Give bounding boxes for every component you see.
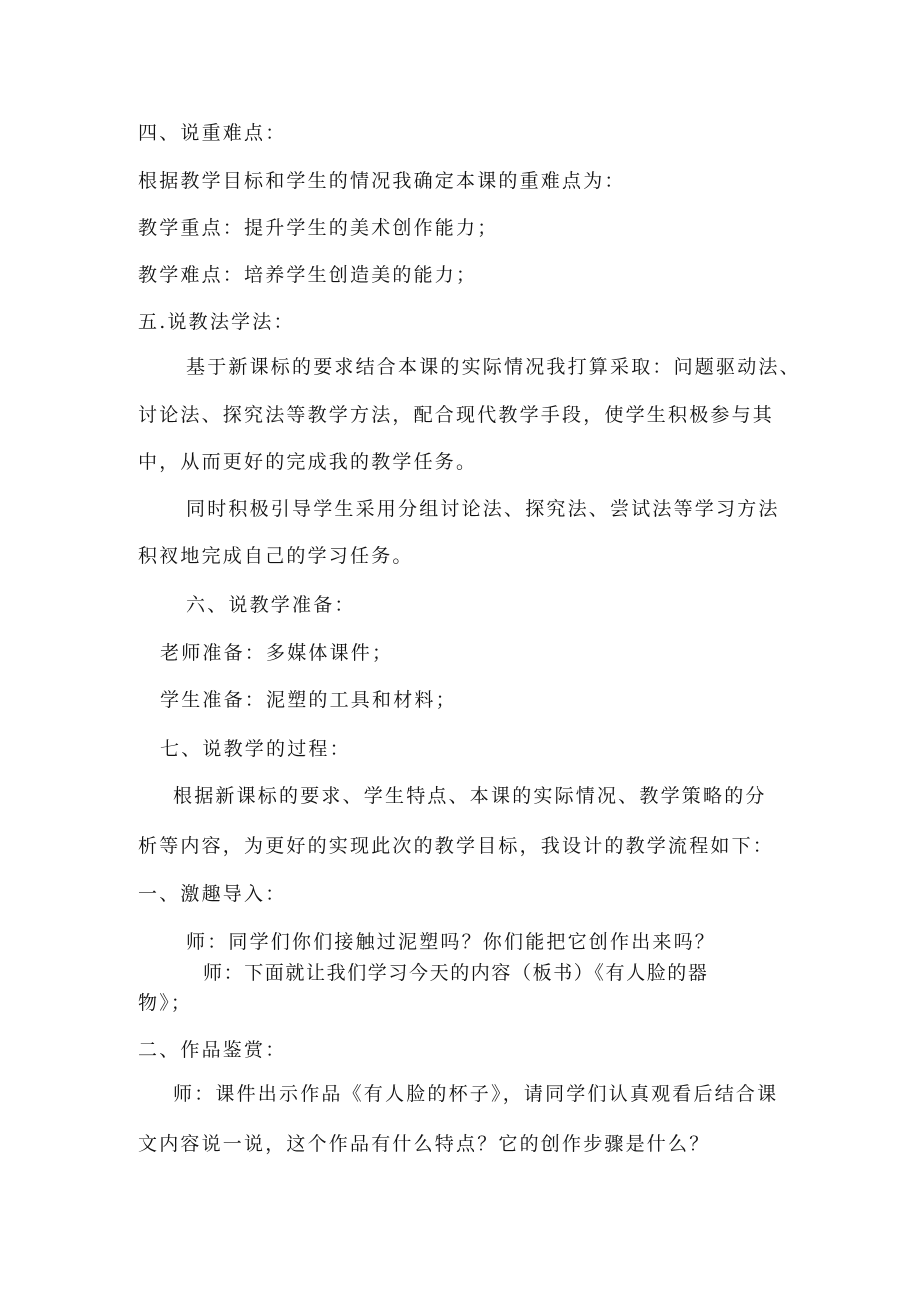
- paragraph-line: 师：课件出示作品《有人脸的杯子》，请同学们认真观看后结合课: [173, 1083, 779, 1105]
- paragraph-line: 师：同学们你们接触过泥塑吗？你们能把它创作出来吗？: [186, 931, 717, 953]
- section-heading-6: 六、说教学准备：: [186, 594, 356, 616]
- paragraph-line: 物》；: [138, 992, 193, 1014]
- paragraph-line: 师：下面就让我们学习今天的内容（板书）《有人脸的器: [203, 962, 709, 984]
- section-heading-4: 四、说重难点：: [138, 122, 287, 144]
- paragraph-line: 根据新课标的要求、学生特点、本课的实际情况、教学策略的分: [173, 785, 767, 807]
- section-heading-5: 五.说教法学法：: [138, 311, 295, 333]
- paragraph-line: 老师准备：多媒体课件；: [160, 642, 394, 664]
- subsection-heading-2: 二、作品鉴赏：: [138, 1039, 287, 1061]
- paragraph-line: 积衩地完成自己的学习任务。: [138, 545, 414, 567]
- paragraph-line: 中，从而更好的完成我的教学任务。: [138, 451, 478, 473]
- paragraph-line: 文内容说一说，这个作品有什么特点？它的创作步骤是什么？: [138, 1133, 711, 1155]
- paragraph-line: 根据教学目标和学生的情况我确定本课的重难点为：: [138, 170, 626, 192]
- paragraph-line: 讨论法、探究法等教学方法，配合现代教学手段，使学生积极参与其: [138, 404, 775, 426]
- paragraph-line: 析等内容，为更好的实现此次的教学目标，我设计的教学流程如下：: [138, 835, 775, 857]
- subsection-heading-1: 一、激趣导入：: [138, 883, 287, 905]
- paragraph-line: 学生准备：泥塑的工具和材料；: [160, 689, 457, 711]
- paragraph-line: 教学重点：提升学生的美术创作能力；: [138, 217, 499, 239]
- paragraph-line: 教学难点：培养学生创造美的能力；: [138, 264, 478, 286]
- section-heading-7: 七、说教学的过程：: [160, 738, 351, 760]
- paragraph-line: 同时积极引导学生采用分组讨论法、探究法、尝试法等学习方法: [186, 498, 780, 520]
- paragraph-line: 基于新课标的要求结合本课的实际情况我打算采取：问题驱动法、: [186, 356, 801, 378]
